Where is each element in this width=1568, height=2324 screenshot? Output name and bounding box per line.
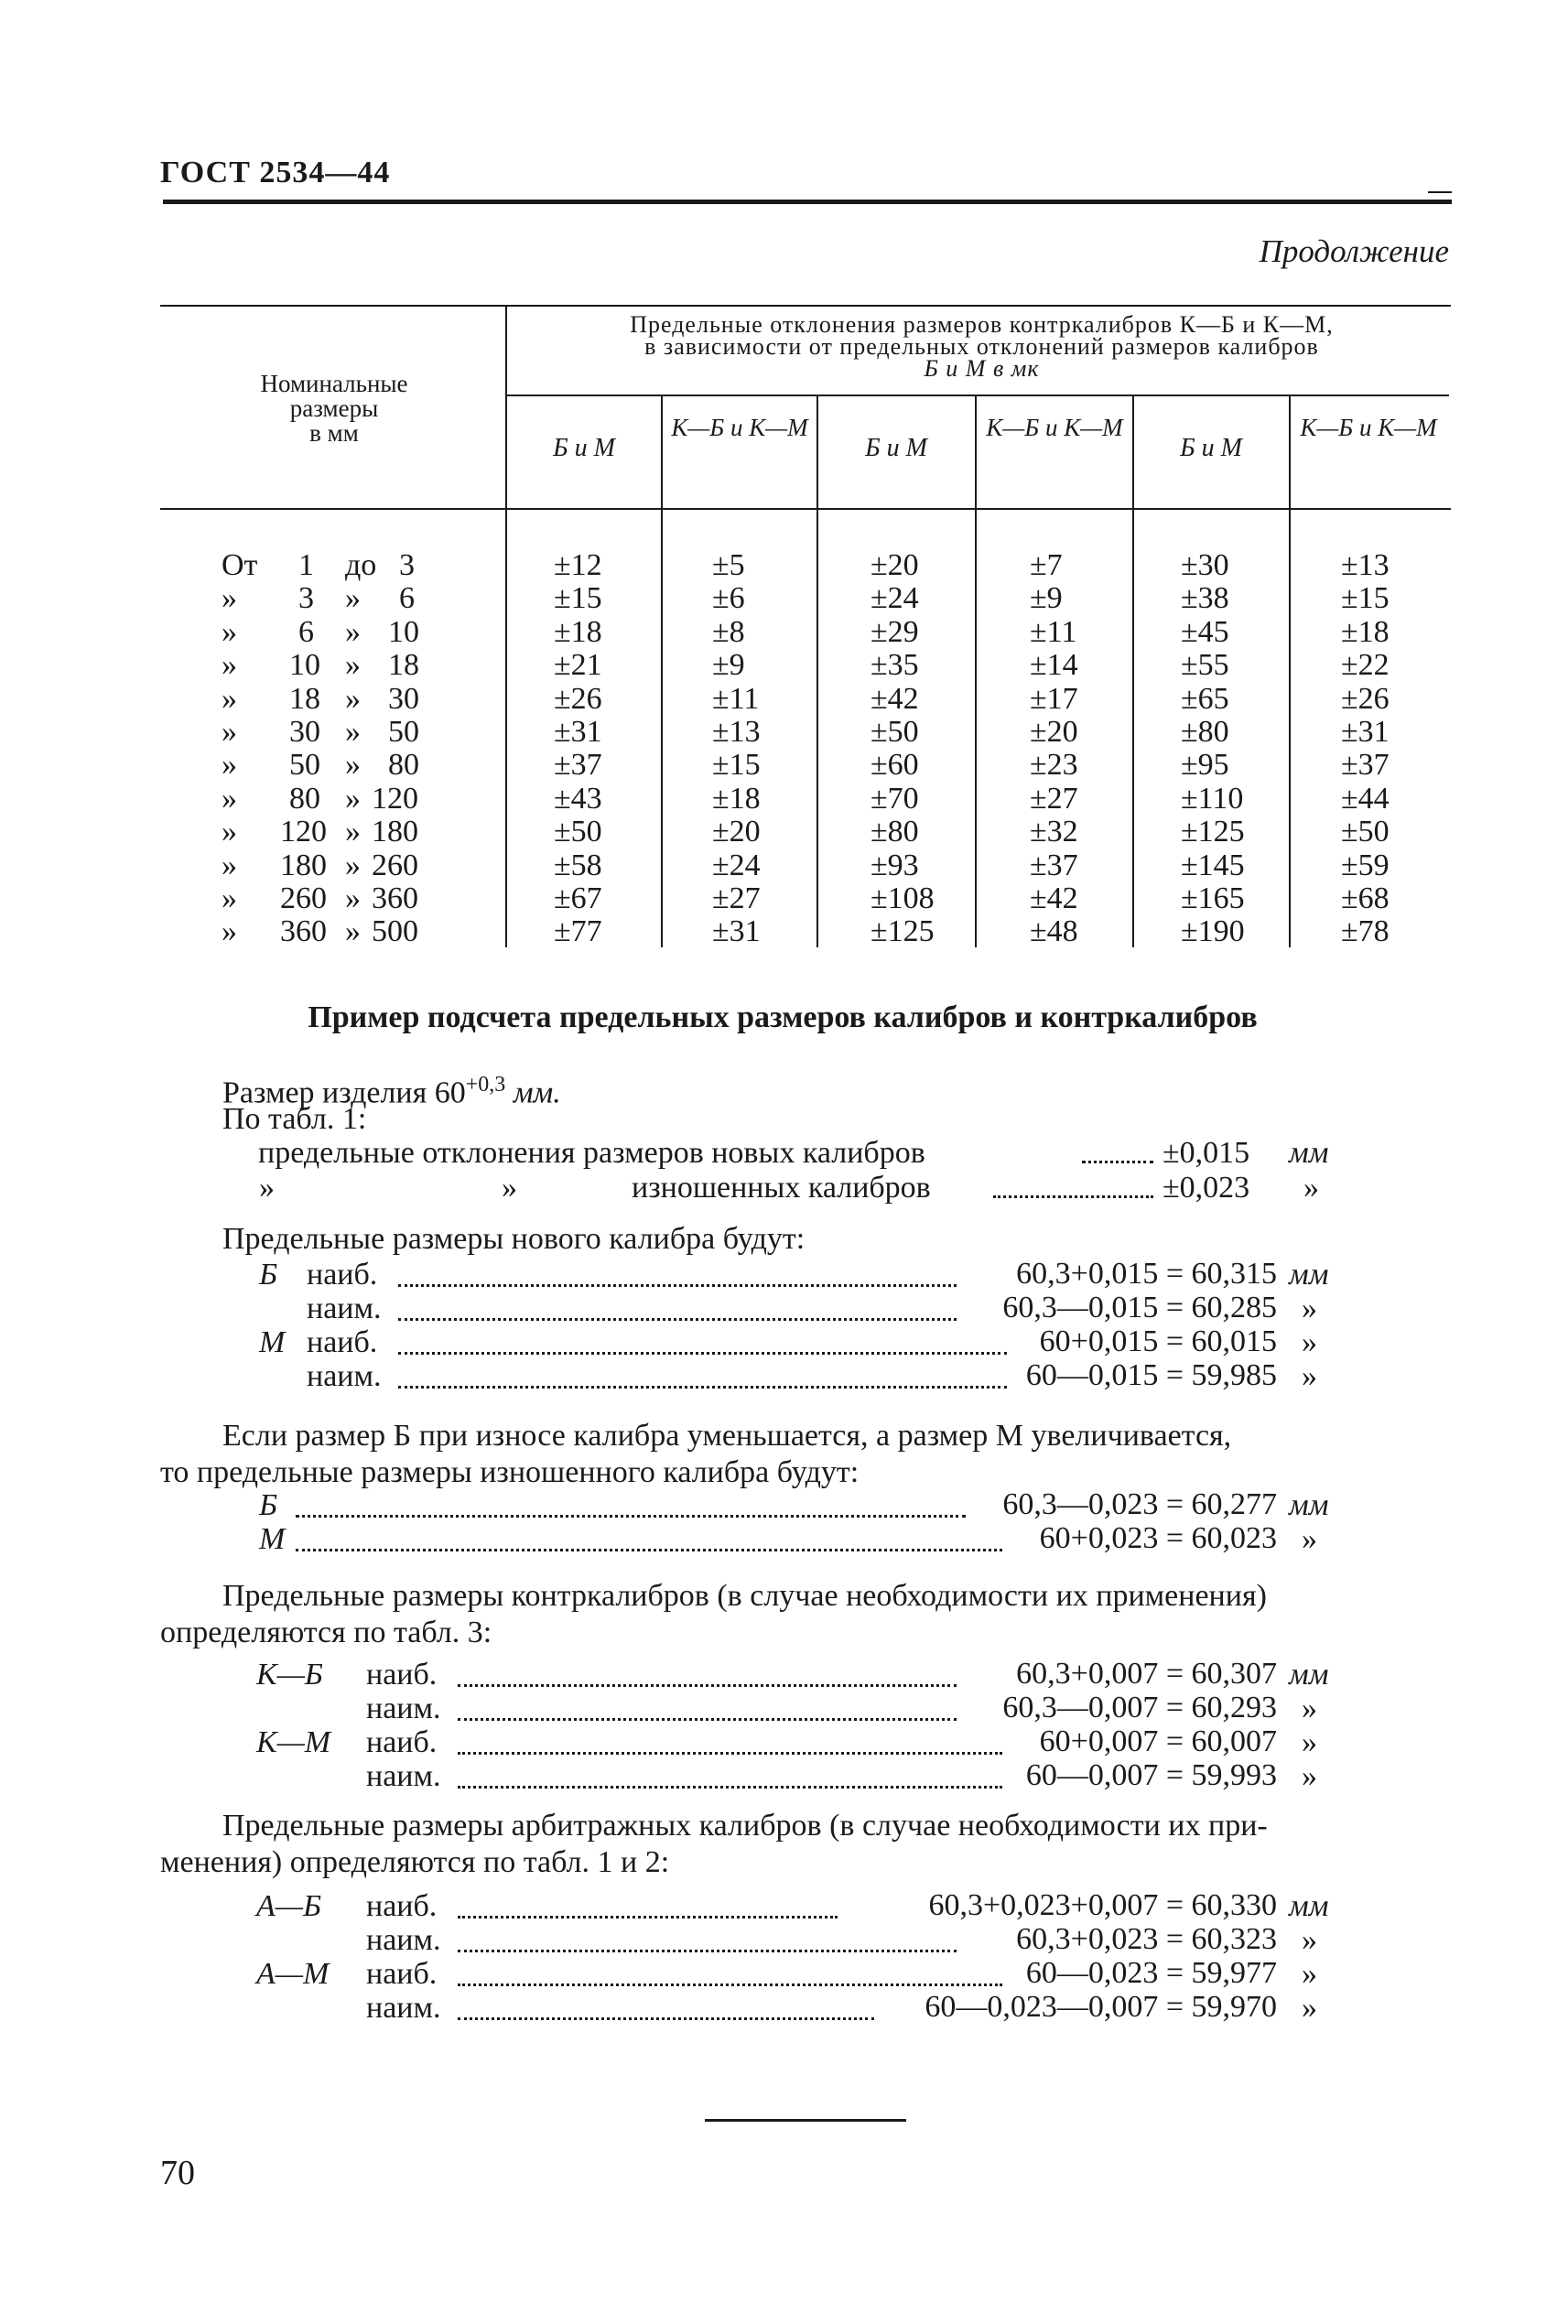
- unit: »: [1302, 1292, 1317, 1325]
- computed-size: 60,3—0,023 = 60,277: [1002, 1487, 1277, 1521]
- table-cell: ±44: [1341, 781, 1390, 816]
- table-cell: ±18: [554, 614, 602, 649]
- table-cell: ±145: [1181, 848, 1245, 882]
- gauge-label: Б: [259, 1488, 278, 1522]
- table-cell: ±37: [1341, 748, 1390, 783]
- computed-size: 60,3+0,023 = 60,323: [1016, 1922, 1277, 1956]
- row-range-label: »: [222, 881, 237, 915]
- limit-label: наим.: [366, 1692, 441, 1725]
- table-cell: ±31: [554, 715, 602, 749]
- gauge-label: А—Б: [256, 1889, 322, 1923]
- table-divider: [1132, 395, 1134, 947]
- row-range-label: 50: [388, 715, 419, 749]
- row-range-label: »: [222, 748, 237, 783]
- computed-size: 60,3+0,007 = 60,307: [1016, 1657, 1277, 1691]
- row-range-label: »: [222, 681, 237, 716]
- limit-label: наиб.: [366, 1957, 438, 1991]
- group-header: Предельные отклонения размеров контркалибров К—Б и К—М, в зависимости от предельных отклонений размеров калибров Б и М в мк: [630, 311, 1334, 382]
- row-range-label: »: [222, 815, 237, 849]
- table-cell: ±8: [712, 614, 745, 649]
- page-number: 70: [160, 2154, 195, 2192]
- row-range-label: 360: [280, 914, 327, 949]
- row-range-label: »: [345, 681, 361, 716]
- row-range-label: »: [345, 648, 361, 683]
- continuation-label: Продолжение: [1259, 233, 1449, 269]
- table-divider: [816, 395, 818, 947]
- table-cell: ±68: [1341, 881, 1390, 915]
- limit-label: наиб.: [366, 1658, 438, 1692]
- table-cell: ±80: [1181, 715, 1229, 749]
- row-range-label: »: [345, 914, 361, 949]
- worn-intro-line2: то предельные размеры изношенного калибра будут:: [160, 1455, 860, 1489]
- section-title: Пример подсчета предельных размеров калибров и контркалибров: [308, 1000, 1258, 1034]
- table-cell: ±11: [1030, 614, 1077, 649]
- table-cell: ±37: [1030, 848, 1078, 882]
- table-cell: ±125: [871, 914, 935, 949]
- table-cell: ±70: [871, 781, 919, 816]
- row-range-label: »: [222, 648, 237, 683]
- ditto-mark: »: [502, 1171, 517, 1205]
- table-cell: ±13: [1341, 548, 1390, 582]
- table-cell: ±21: [554, 648, 602, 683]
- table-cell: ±78: [1341, 914, 1390, 949]
- unit: мм: [1289, 1258, 1329, 1292]
- row-range-label: 6: [399, 581, 415, 616]
- ditto-mark: »: [259, 1171, 275, 1205]
- subheader-k: К—Б и К—М: [671, 414, 808, 441]
- table-cell: ±77: [554, 914, 602, 949]
- limit-label: наиб.: [307, 1258, 378, 1292]
- row-range-label: 30: [289, 715, 320, 749]
- row-range-label: »: [345, 748, 361, 783]
- unit: »: [1302, 1692, 1317, 1725]
- table-cell: ±38: [1181, 581, 1229, 616]
- table-cell: ±58: [554, 848, 602, 882]
- table-cell: ±35: [871, 648, 919, 683]
- table-cell: ±43: [554, 781, 602, 816]
- table-subheader-rule: [506, 395, 1449, 396]
- row-range-label: »: [222, 581, 237, 616]
- computed-size: 60—0,007 = 59,993: [1025, 1758, 1277, 1792]
- table-cell: ±22: [1341, 648, 1390, 683]
- table-cell: ±45: [1181, 614, 1229, 649]
- table-cell: ±65: [1181, 681, 1229, 716]
- row-range-label: »: [345, 848, 361, 882]
- row-range-label: до: [345, 548, 377, 582]
- limit-label: наиб.: [307, 1325, 378, 1359]
- gauge-label: М: [259, 1522, 286, 1556]
- computed-size: 60—0,023 = 59,977: [1025, 1956, 1277, 1990]
- row-range-label: 260: [280, 881, 327, 915]
- dev-new-value: ±0,015: [1162, 1136, 1250, 1170]
- gauge-label: К—М: [256, 1725, 331, 1759]
- row-range-label: 80: [388, 748, 419, 783]
- computed-size: 60+0,007 = 60,007: [1039, 1724, 1277, 1758]
- table-cell: ±24: [871, 581, 919, 616]
- table-cell: ±27: [1030, 781, 1078, 816]
- table-cell: ±17: [1030, 681, 1078, 716]
- row-range-label: »: [345, 881, 361, 915]
- limit-label: наим.: [307, 1359, 382, 1393]
- table-divider: [505, 307, 507, 947]
- row-range-label: 1: [298, 548, 314, 582]
- unit: »: [1302, 1923, 1317, 1957]
- gauge-label: М: [259, 1325, 286, 1359]
- unit: мм: [1289, 1136, 1329, 1170]
- unit: »: [1302, 1759, 1317, 1793]
- row-range-label: 10: [388, 614, 419, 649]
- table-cell: ±11: [712, 681, 760, 716]
- row-range-label: 18: [388, 648, 419, 683]
- table-cell: ±48: [1030, 914, 1078, 949]
- ditto-mark: »: [1303, 1171, 1319, 1205]
- header-rule-tick: [1428, 191, 1452, 193]
- row-range-label: 360: [372, 881, 418, 915]
- table-cell: ±20: [712, 815, 761, 849]
- row-range-label: »: [345, 715, 361, 749]
- table-cell: ±24: [712, 848, 761, 882]
- counter-intro-line2: определяются по табл. 3:: [160, 1616, 492, 1649]
- limit-label: наим.: [366, 1759, 441, 1793]
- footer-rule: [705, 2119, 906, 2122]
- row-range-label: »: [345, 815, 361, 849]
- row-range-label: 260: [372, 848, 418, 882]
- table-cell: ±93: [871, 848, 919, 882]
- table-cell: ±31: [712, 914, 761, 949]
- table-cell: ±7: [1030, 548, 1063, 582]
- table-cell: ±14: [1030, 648, 1078, 683]
- table-cell: ±31: [1341, 715, 1390, 749]
- unit: »: [1302, 1991, 1317, 2025]
- row-range-label: 18: [289, 681, 320, 716]
- row-range-label: »: [222, 781, 237, 816]
- table-cell: ±125: [1181, 815, 1245, 849]
- product-size: Размер изделия $60^{+0,3}$ мм.: [222, 1073, 561, 1110]
- table-cell: ±15: [712, 748, 761, 783]
- table-cell: ±110: [1181, 781, 1244, 816]
- table-cell: ±42: [871, 681, 919, 716]
- table-cell: ±20: [1030, 715, 1078, 749]
- table-cell: ±18: [1341, 614, 1390, 649]
- table-cell: ±165: [1181, 881, 1245, 915]
- table-cell: ±9: [1030, 581, 1063, 616]
- computed-size: 60,3+0,023+0,007 = 60,330: [928, 1888, 1277, 1922]
- dot-leader: [1082, 1161, 1153, 1163]
- table-cell: ±26: [1341, 681, 1390, 716]
- header-rule: [163, 200, 1452, 204]
- row-range-label: »: [222, 715, 237, 749]
- unit: мм: [1289, 1658, 1329, 1692]
- row-range-label: »: [222, 848, 237, 882]
- table-cell: ±55: [1181, 648, 1229, 683]
- dev-new-label: предельные отклонения размеров новых калибров: [258, 1136, 925, 1170]
- dev-worn-label: изношенных калибров: [632, 1171, 931, 1205]
- table-cell: ±15: [1341, 581, 1390, 616]
- dev-worn-value: ±0,023: [1162, 1171, 1250, 1205]
- limit-label: наим.: [307, 1292, 382, 1325]
- row-range-label: 3: [399, 548, 415, 582]
- arb-intro-line1: Предельные размеры арбитражных калибров (в случае необходимости их при-: [222, 1809, 1268, 1843]
- unit: »: [1302, 1957, 1317, 1991]
- table-cell: ±29: [871, 614, 919, 649]
- row-range-label: »: [222, 614, 237, 649]
- row-range-label: »: [222, 914, 237, 949]
- subheader-b-i-m: Б и М: [553, 434, 615, 462]
- table-cell: ±50: [1341, 815, 1390, 849]
- table-cell: ±23: [1030, 748, 1078, 783]
- table-cell: ±80: [871, 815, 919, 849]
- worn-intro-line1: Если размер Б при износе калибра уменьшается, а размер М увеличивается,: [222, 1419, 1232, 1453]
- table-cell: ±30: [1181, 548, 1229, 582]
- row-range-label: 120: [372, 781, 418, 816]
- computed-size: 60+0,023 = 60,023: [1039, 1521, 1277, 1555]
- computed-size: 60—0,023—0,007 = 59,970: [925, 1990, 1277, 2024]
- table-cell: ±37: [554, 748, 602, 783]
- table-cell: ±59: [1341, 848, 1390, 882]
- table-cell: ±26: [554, 681, 602, 716]
- unit: »: [1302, 1325, 1317, 1359]
- computed-size: 60,3—0,015 = 60,285: [1002, 1291, 1277, 1324]
- limit-label: наим.: [366, 1991, 441, 2025]
- row-range-label: 120: [280, 815, 327, 849]
- table-top-rule: [160, 305, 1451, 307]
- row-range-label: 180: [280, 848, 327, 882]
- row-range-label: »: [345, 581, 361, 616]
- subheader-b-i-m: Б и М: [1180, 434, 1242, 462]
- table-divider: [661, 395, 663, 947]
- counter-intro-line1: Предельные размеры контркалибров (в случае необходимости их применения): [222, 1579, 1267, 1613]
- row-range-label: »: [345, 781, 361, 816]
- row-range-label: »: [345, 614, 361, 649]
- table-cell: ±27: [712, 881, 761, 915]
- table-cell: ±95: [1181, 748, 1229, 783]
- subheader-k: К—Б и К—М: [1300, 414, 1437, 441]
- table-divider: [975, 395, 977, 947]
- table-cell: ±190: [1181, 914, 1245, 949]
- dot-leader: [993, 1195, 1153, 1198]
- row-range-label: От: [222, 548, 258, 582]
- table-header-rule: [160, 508, 1451, 510]
- table-cell: ±5: [712, 548, 745, 582]
- row-range-label: 50: [289, 748, 320, 783]
- row-range-label: 500: [372, 914, 418, 949]
- unit: »: [1302, 1359, 1317, 1393]
- table-cell: ±60: [871, 748, 919, 783]
- table-cell: ±15: [554, 581, 602, 616]
- limit-label: наиб.: [366, 1889, 438, 1923]
- unit: »: [1302, 1522, 1317, 1556]
- table-cell: ±108: [871, 881, 935, 915]
- row-range-label: 10: [289, 648, 320, 683]
- gauge-label: К—Б: [256, 1658, 323, 1692]
- document-code: ГОСТ 2534—44: [160, 156, 391, 189]
- table-cell: ±13: [712, 715, 761, 749]
- table-cell: ±18: [712, 781, 761, 816]
- subheader-b-i-m: Б и М: [865, 434, 927, 462]
- unit: »: [1302, 1725, 1317, 1759]
- arb-intro-line2: менения) определяются по табл. 1 и 2:: [160, 1845, 670, 1879]
- row-range-label: 3: [298, 581, 314, 616]
- gauge-label: А—М: [256, 1957, 330, 1991]
- table-cell: ±50: [554, 815, 602, 849]
- row-range-label: 80: [289, 781, 320, 816]
- new-gauge-intro: Предельные размеры нового калибра будут:: [222, 1222, 806, 1256]
- table-cell: ±32: [1030, 815, 1078, 849]
- row-range-label: 180: [372, 815, 418, 849]
- table-divider: [1289, 395, 1291, 947]
- computed-size: 60,3—0,007 = 60,293: [1002, 1691, 1277, 1724]
- table-cell: ±42: [1030, 881, 1078, 915]
- computed-size: 60—0,015 = 59,985: [1025, 1358, 1277, 1392]
- unit: мм: [1289, 1488, 1329, 1522]
- by-table1: По табл. 1:: [222, 1102, 367, 1136]
- table-cell: ±12: [554, 548, 602, 582]
- table-cell: ±6: [712, 581, 745, 616]
- gauge-label: Б: [259, 1258, 278, 1292]
- subheader-k: К—Б и К—М: [986, 414, 1123, 441]
- table-cell: ±50: [871, 715, 919, 749]
- table-cell: ±67: [554, 881, 602, 915]
- row-header: Номинальные размеры в мм: [260, 370, 408, 447]
- limit-label: наим.: [366, 1923, 441, 1957]
- limit-label: наиб.: [366, 1725, 438, 1759]
- row-range-label: 30: [388, 681, 419, 716]
- table-cell: ±9: [712, 648, 745, 683]
- computed-size: 60,3+0,015 = 60,315: [1016, 1257, 1277, 1291]
- row-range-label: 6: [298, 614, 314, 649]
- table-cell: ±20: [871, 548, 919, 582]
- computed-size: 60+0,015 = 60,015: [1039, 1324, 1277, 1358]
- unit: мм: [1289, 1889, 1329, 1923]
